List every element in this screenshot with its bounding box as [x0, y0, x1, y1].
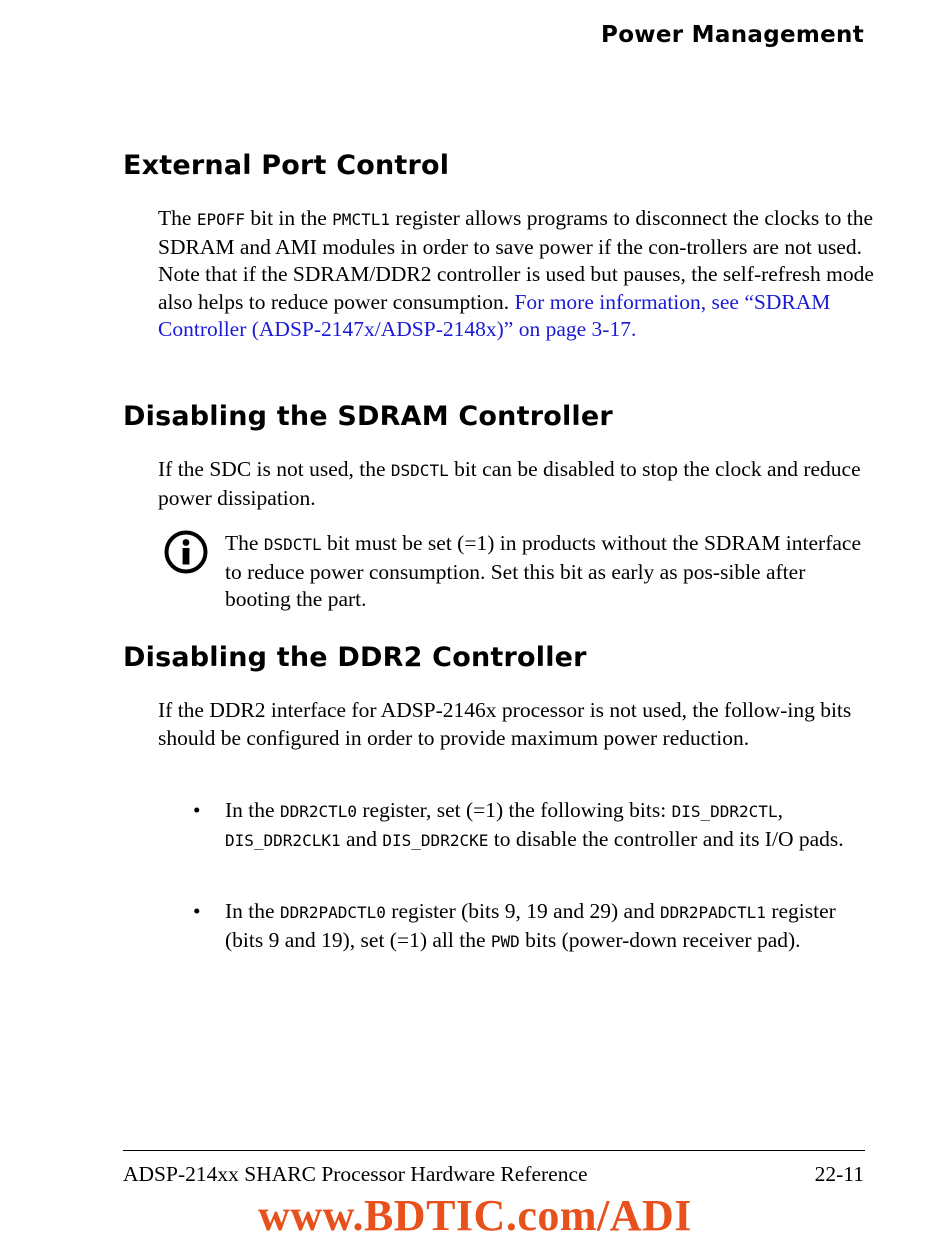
- register-name: DDR2PADCTL1: [659, 903, 766, 922]
- register-bit-name: DIS_DDR2CKE: [382, 830, 489, 850]
- register-name: EPOFF: [196, 210, 245, 229]
- cross-reference-link[interactable]: For more information, see “SDRAM Controller (ADSP-2147x/ADSP-2148x)” on page 3-17.: [158, 289, 831, 341]
- register-name: DDR2PADCTL0: [279, 903, 386, 922]
- register-name: DSDCTL: [263, 535, 322, 554]
- paragraph-external-port-control: The EPOFF bit in the PMCTL1 register allows programs to disconnect the clocks to the SDRAM and AMI modules in order to save power if the con-trollers are not used. Note that if the SDRAM/DDR2 controller is used but pauses, the self-refresh mode also helps to reduce power consumption. For more information, see “SDRAM Controller (ADSP-2147x/ADSP-2148x)” on page 3-17.: [158, 206, 874, 341]
- register-name: PMCTL1: [332, 210, 390, 229]
- register-bit-name: PWD: [490, 931, 520, 951]
- paragraph-disabling-ddr2: If the DDR2 interface for ADSP-2146x processor is not used, the follow-ing bits should be configured in order to provide maximum power reduction.: [158, 698, 852, 750]
- register-bit-name: DIS_DDR2CTL: [671, 802, 778, 821]
- list-item-text: In the DDR2CTL0 register, set (=1) the following bits: DIS_DDR2CTL, DIS_DDR2CLK1 and DIS_DDR2CKE to disable the controller and its I/O pads.: [225, 798, 844, 851]
- page-header-title: Power Management: [601, 22, 864, 48]
- paragraph-disabling-sdram: If the SDC is not used, the DSDCTL bit can be disabled to stop the clock and reduce power dissipation.: [158, 457, 861, 510]
- note-text: The DSDCTL bit must be set (=1) in products without the SDRAM interface to reduce power consumption. Set this bit as early as pos-sible after booting the part.: [225, 531, 861, 611]
- watermark: www.BDTIC.com/ADI: [258, 1191, 692, 1240]
- footer-page-number: 22-11: [814, 1162, 864, 1186]
- section-heading-disabling-ddr2: Disabling the DDR2 Controller: [123, 642, 587, 673]
- list-item-text: In the DDR2PADCTL0 register (bits 9, 19 and 29) and DDR2PADCTL1 register (bits 9 and 19), set (=1) all the PWD bits (power-down receiver pad).: [225, 899, 836, 952]
- bullet-icon: •: [193, 798, 201, 822]
- bullet-icon: •: [193, 899, 201, 923]
- register-bit-name: DIS_DDR2CLK1: [225, 830, 341, 850]
- footer-divider: [123, 1150, 865, 1151]
- section-heading-external-port-control: External Port Control: [123, 150, 450, 181]
- register-name: DSDCTL: [390, 461, 449, 480]
- section-heading-disabling-sdram: Disabling the SDRAM Controller: [123, 401, 613, 432]
- register-name: DDR2CTL0: [279, 802, 357, 821]
- footer-document-title: ADSP-214xx SHARC Processor Hardware Reference: [123, 1162, 588, 1186]
- info-icon: [164, 530, 208, 574]
